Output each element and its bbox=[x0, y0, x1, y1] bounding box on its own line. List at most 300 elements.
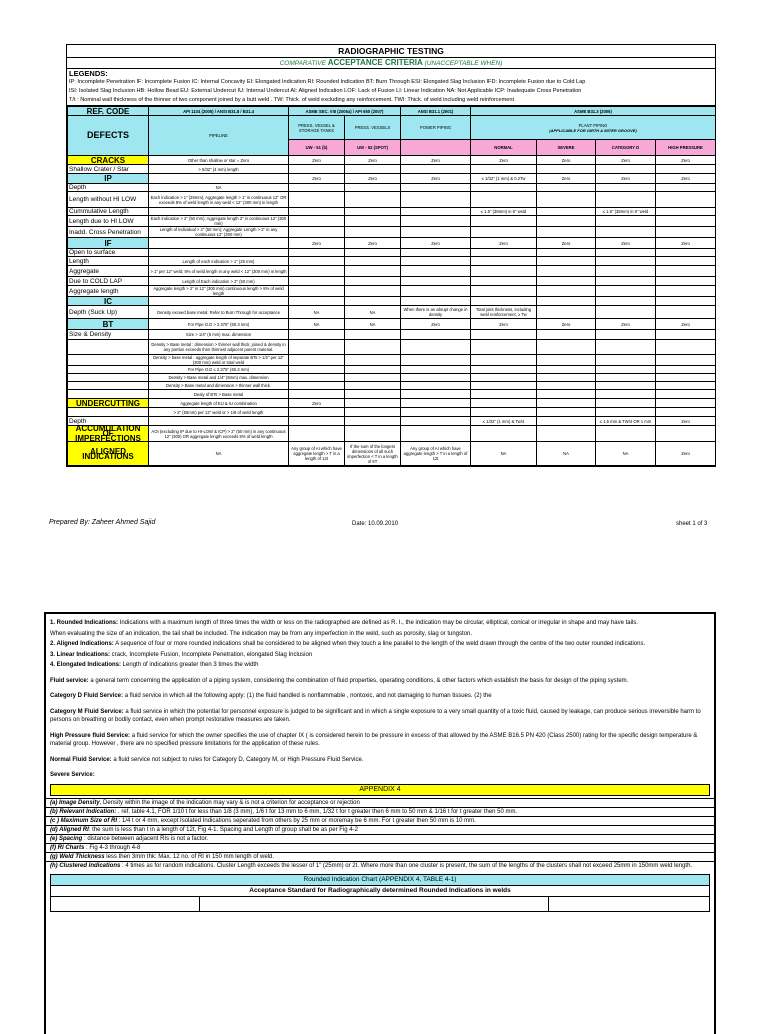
criteria-cell: Any group of AI which have aggregate length > T in a length of 12t bbox=[289, 442, 345, 466]
criteria-cell bbox=[345, 277, 401, 286]
criteria-cell bbox=[471, 297, 537, 306]
chart-cell bbox=[51, 897, 200, 911]
criteria-cell bbox=[289, 355, 345, 366]
criteria-cell bbox=[471, 286, 537, 297]
appendix-text: : Fig 4-3 through 4-8 bbox=[84, 844, 141, 851]
criteria-cell bbox=[596, 382, 656, 390]
code-asme8: ASME SEC. VIII (2006a) / API 650 (2007) bbox=[289, 107, 401, 116]
defects-header: DEFECTS bbox=[68, 116, 149, 156]
criteria-cell bbox=[401, 165, 471, 174]
definition-paragraph bbox=[46, 629, 714, 640]
defect-label: Cummulative Length bbox=[68, 208, 149, 216]
pipeline-header: PIPELINE bbox=[149, 116, 289, 156]
criteria-cell bbox=[345, 330, 401, 340]
criteria-cell bbox=[537, 408, 596, 417]
defect-label: Open to surface bbox=[68, 249, 149, 257]
criteria-cell bbox=[656, 426, 716, 442]
criteria-cell bbox=[596, 366, 656, 374]
criteria-cell: Zero bbox=[656, 417, 716, 426]
criteria-cell bbox=[149, 238, 289, 249]
plant-piping-label: PLANT PIPING bbox=[578, 122, 608, 128]
criteria-cell bbox=[401, 257, 471, 266]
criteria-cell bbox=[537, 266, 596, 277]
criteria-cell bbox=[471, 374, 537, 382]
criteria-cell bbox=[289, 426, 345, 442]
criteria-cell bbox=[537, 192, 596, 208]
criteria-cell bbox=[471, 399, 537, 408]
criteria-cell: NA bbox=[345, 306, 401, 319]
criteria-cell bbox=[596, 390, 656, 399]
criteria-cell bbox=[471, 266, 537, 277]
subtitle-pre: COMPARATIVE bbox=[279, 60, 326, 67]
appendix-line bbox=[46, 798, 714, 807]
criteria-cell: Zero bbox=[537, 156, 596, 165]
criteria-cell bbox=[345, 249, 401, 257]
definition-paragraph bbox=[46, 691, 714, 702]
criteria-cell bbox=[289, 257, 345, 266]
criteria-cell bbox=[596, 286, 656, 297]
criteria-cell bbox=[596, 374, 656, 382]
criteria-cell bbox=[289, 366, 345, 374]
criteria-cell: Zero bbox=[401, 156, 471, 165]
criteria-row bbox=[68, 266, 716, 277]
plant-piping-note: (APPLICABLE FOR GIRTH & MITER GROOVE) bbox=[549, 127, 637, 133]
criteria-row bbox=[68, 184, 716, 192]
criteria-cell: > 2" (50mm) per 12" weld or > 1/6 of weld length bbox=[149, 408, 289, 417]
criteria-cell bbox=[289, 382, 345, 390]
defect-label bbox=[68, 382, 149, 390]
criteria-cell bbox=[401, 366, 471, 374]
criteria-cell: Dealy of BTs > Base metal bbox=[149, 390, 289, 399]
definition-text: a fluid service in which the potential for personnel exposure is judged to be significant and in which a single exposure to a very small quantity of a toxic fluid, caused by leakage, can produce serious irreversible harm to persons on breathing or bodily contact, even when prompt restorative measures are taken. bbox=[50, 708, 701, 723]
criteria-cell bbox=[596, 277, 656, 286]
criteria-cell bbox=[537, 286, 596, 297]
appendix-text: . ref. table 4.1, FOR 1/10 t for less than 1/8 (3 mm), 1/6 t for 13 mm to 6 mm, 1/32 t for t greater then 6 mm to 50 mm & 1/16 t for t greater then 50 mm. bbox=[116, 808, 518, 815]
appendix-line bbox=[46, 816, 714, 825]
criteria-row bbox=[68, 399, 716, 408]
criteria-cell: Length of each indication > 1" (25 mm) bbox=[149, 257, 289, 266]
criteria-cell bbox=[537, 366, 596, 374]
criteria-cell: Zero bbox=[656, 442, 716, 466]
criteria-cell bbox=[471, 330, 537, 340]
criteria-cell: NA bbox=[537, 442, 596, 466]
criteria-cell: Density > base metal : aggregate length of separate BTs > 1/2" per 12" (300 mm) weld or total weld bbox=[149, 355, 289, 366]
criteria-cell bbox=[401, 184, 471, 192]
appendix-line bbox=[46, 843, 714, 852]
criteria-cell: Zero bbox=[656, 174, 716, 184]
criteria-cell bbox=[401, 382, 471, 390]
criteria-cell bbox=[345, 227, 401, 238]
criteria-cell bbox=[149, 297, 289, 306]
criteria-cell: Zero bbox=[289, 174, 345, 184]
criteria-cell bbox=[289, 374, 345, 382]
definition-text: Indications with a maximum length of three times the width or less on the radiographed are defined as R. I., the indication may be circular, elliptical, conical or irregular in shape and may have tails. bbox=[118, 620, 638, 626]
criteria-cell bbox=[401, 227, 471, 238]
plant-piping-header bbox=[471, 116, 716, 140]
criteria-cell bbox=[149, 417, 289, 426]
criteria-cell bbox=[596, 192, 656, 208]
criteria-cell bbox=[401, 374, 471, 382]
criteria-cell bbox=[471, 277, 537, 286]
power-sub-header bbox=[401, 140, 471, 156]
criteria-cell bbox=[537, 374, 596, 382]
criteria-cell: ≤ 1/32" (1 mm) & 0.2Tw bbox=[471, 174, 537, 184]
criteria-cell: ≤ 1/32" (1 mm) & Tw/4 bbox=[471, 417, 537, 426]
definition-term: Fluid service: bbox=[50, 677, 89, 684]
severe-header: SEVERE bbox=[537, 140, 596, 156]
criteria-cell: Zero bbox=[471, 238, 537, 249]
criteria-cell bbox=[596, 165, 656, 174]
press-vessels-header: PRESS. VESSELS bbox=[345, 116, 401, 140]
definition-term: 1. Rounded Indications: bbox=[50, 620, 119, 626]
criteria-cell: Length of individual > 2" (50 mm); Aggregate Length > 2" in any continuous 12" (300 mm) bbox=[149, 227, 289, 238]
criteria-cell: Density exceed base metal; Refer to Burn Through for acceptance bbox=[149, 306, 289, 319]
criteria-row bbox=[68, 340, 716, 355]
criteria-row bbox=[68, 156, 716, 165]
appendix-text: : distance between adjacent RIs is not a factor. bbox=[82, 835, 209, 842]
criteria-cell: Zero bbox=[656, 156, 716, 165]
criteria-cell bbox=[401, 408, 471, 417]
criteria-cell bbox=[656, 286, 716, 297]
criteria-cell: Zero bbox=[401, 238, 471, 249]
criteria-cell bbox=[345, 399, 401, 408]
defect-label: Depth bbox=[68, 184, 149, 192]
legend-line: T/t : Nominal wall thickness of the thinner of two component joined by a butt weld . TW: Thick. of weld excluding any reinforcement. TWI: Thick. of weld including weld reinforcement bbox=[67, 96, 715, 106]
criteria-cell bbox=[537, 184, 596, 192]
criteria-cell bbox=[656, 297, 716, 306]
criteria-cell bbox=[656, 390, 716, 399]
criteria-cell bbox=[596, 330, 656, 340]
criteria-cell bbox=[537, 306, 596, 319]
criteria-row bbox=[68, 382, 716, 390]
definition-term: High Pressure fluid Service: bbox=[50, 732, 131, 739]
criteria-cell bbox=[401, 277, 471, 286]
definition-text: Length of indications greater then 3 times the width bbox=[121, 662, 259, 668]
appendix-line bbox=[46, 807, 714, 816]
criteria-cell bbox=[345, 366, 401, 374]
criteria-cell bbox=[596, 257, 656, 266]
criteria-cell bbox=[537, 399, 596, 408]
criteria-cell bbox=[596, 340, 656, 355]
criteria-cell: For Pipe O.D ≤ 2.375" (60.3 mm) bbox=[149, 366, 289, 374]
defect-label: IC bbox=[68, 297, 149, 306]
criteria-cell: Zero bbox=[656, 319, 716, 330]
criteria-row bbox=[68, 408, 716, 417]
criteria-cell bbox=[401, 286, 471, 297]
appendix-term: (b) Relevant Indication: bbox=[50, 808, 117, 815]
criteria-cell: If the sum of the longest dimensions of all such imperfection < T in a length of 6T bbox=[345, 442, 401, 466]
criteria-cell bbox=[289, 266, 345, 277]
criteria-cell: Zero bbox=[537, 319, 596, 330]
criteria-cell bbox=[149, 249, 289, 257]
criteria-cell bbox=[537, 355, 596, 366]
criteria-cell bbox=[596, 306, 656, 319]
criteria-cell: Zero bbox=[471, 319, 537, 330]
appendix-term: (h) Clustered Indications bbox=[50, 862, 121, 869]
criteria-cell bbox=[471, 408, 537, 417]
criteria-row bbox=[68, 366, 716, 374]
criteria-cell: Length of Each indication > 2" (50 mm) bbox=[149, 277, 289, 286]
defect-label: Depth bbox=[68, 417, 149, 426]
criteria-cell: Zero bbox=[345, 238, 401, 249]
definitions-sheet bbox=[44, 612, 716, 1034]
criteria-cell bbox=[471, 382, 537, 390]
criteria-cell bbox=[656, 382, 716, 390]
chart-cell bbox=[200, 897, 549, 911]
criteria-cell bbox=[537, 340, 596, 355]
defect-label: ALIGNED INDICATIONS bbox=[68, 442, 149, 466]
criteria-row bbox=[68, 417, 716, 426]
criteria-cell bbox=[401, 208, 471, 216]
criteria-row bbox=[68, 390, 716, 399]
criteria-row bbox=[68, 330, 716, 340]
sheet-title: RADIOGRAPHIC TESTING bbox=[67, 45, 715, 58]
criteria-cell: When there is an abrupt change in density bbox=[401, 306, 471, 319]
appendix-text: : the sum is less than t in a length of 12t, Fig 4-1. Spacing and Length of group shall be as per Fig 4-2 bbox=[88, 826, 358, 833]
defect-label bbox=[68, 408, 149, 417]
criteria-cell bbox=[289, 216, 345, 227]
criteria-cell: Density > Base metal and 1/4" (6mm) max. dimension bbox=[149, 374, 289, 382]
criteria-cell bbox=[596, 408, 656, 417]
criteria-cell: Zero bbox=[596, 238, 656, 249]
criteria-cell bbox=[656, 408, 716, 417]
criteria-cell bbox=[345, 297, 401, 306]
criteria-cell bbox=[596, 184, 656, 192]
defect-label: Size & Density bbox=[68, 330, 149, 340]
criteria-cell bbox=[656, 266, 716, 277]
criteria-cell: Other than shallow or star = Zero bbox=[149, 156, 289, 165]
criteria-cell: NA bbox=[471, 442, 537, 466]
criteria-cell bbox=[289, 165, 345, 174]
criteria-cell: NA bbox=[289, 306, 345, 319]
criteria-cell bbox=[471, 192, 537, 208]
definition-paragraph bbox=[46, 676, 714, 687]
criteria-cell bbox=[401, 216, 471, 227]
criteria-row bbox=[68, 238, 716, 249]
appendix-term: (e) Spacing bbox=[50, 835, 83, 842]
criteria-cell bbox=[289, 408, 345, 417]
criteria-cell bbox=[656, 277, 716, 286]
criteria-cell bbox=[345, 257, 401, 266]
appendix-text: : 1/4 t or 4 mm, except Isolated Indications seperated from others by 25 mm or moremay be 6 mm. For t greater then 50 mm is 10 mm. bbox=[117, 817, 476, 824]
criteria-row bbox=[68, 165, 716, 174]
defect-label: IP bbox=[68, 174, 149, 184]
criteria-row bbox=[68, 249, 716, 257]
normal-header: NORMAL bbox=[471, 140, 537, 156]
criteria-cell bbox=[149, 208, 289, 216]
defect-label: Length without HI LOW bbox=[68, 192, 149, 208]
criteria-cell bbox=[656, 208, 716, 216]
appendix-line bbox=[46, 852, 714, 861]
appendix-term: (d) Aligned RI bbox=[50, 826, 89, 833]
criteria-cell bbox=[596, 399, 656, 408]
prepared-by: Prepared By: Zaheer Ahmed Sajid bbox=[49, 519, 156, 526]
definition-text: crack, Incomplete Fusion, Incomplete Penetration, elongated Slag Inclusion bbox=[110, 651, 313, 658]
defect-label bbox=[68, 390, 149, 399]
definition-term: Category M Fluid Service: bbox=[50, 708, 124, 715]
criteria-cell bbox=[401, 340, 471, 355]
criteria-cell: ≤ 1.5" (38mm) in 6" weld bbox=[596, 208, 656, 216]
definition-paragraph bbox=[46, 707, 714, 726]
criteria-cell: NA bbox=[289, 319, 345, 330]
criteria-cell bbox=[656, 366, 716, 374]
criteria-cell bbox=[656, 165, 716, 174]
criteria-cell bbox=[345, 286, 401, 297]
criteria-cell bbox=[289, 417, 345, 426]
defect-label: Depth (Suck Up) bbox=[68, 306, 149, 319]
criteria-cell bbox=[401, 355, 471, 366]
criteria-cell bbox=[537, 257, 596, 266]
criteria-row bbox=[68, 374, 716, 382]
criteria-cell: Zero bbox=[289, 238, 345, 249]
criteria-cell bbox=[289, 340, 345, 355]
criteria-cell: NA bbox=[345, 319, 401, 330]
criteria-cell bbox=[537, 382, 596, 390]
criteria-cell bbox=[656, 374, 716, 382]
definition-term: Category D Fluid Service: bbox=[50, 693, 124, 699]
definition-paragraph bbox=[46, 650, 714, 661]
appendix-4-title: APPENDIX 4 bbox=[50, 784, 710, 796]
criteria-row bbox=[68, 208, 716, 216]
criteria-row bbox=[68, 426, 716, 442]
criteria-cell bbox=[345, 390, 401, 399]
criteria-cell bbox=[289, 297, 345, 306]
criteria-cell bbox=[289, 227, 345, 238]
criteria-row bbox=[68, 319, 716, 330]
criteria-cell bbox=[345, 266, 401, 277]
criteria-cell bbox=[596, 249, 656, 257]
criteria-cell bbox=[345, 374, 401, 382]
legend-line: ISI: Isolated Slag Inclusion HB: Hollow Bead EU: External Undercut IU: Internal Undercut AI: Aligned Indication LOF: Lack of Fusion LI: Linear Indication NA: Not Applicable ICP: Inadequate Cross Penetration bbox=[69, 88, 582, 94]
criteria-cell bbox=[596, 266, 656, 277]
criteria-cell: NA bbox=[149, 442, 289, 466]
definition-paragraph bbox=[46, 618, 714, 629]
criteria-cell bbox=[471, 355, 537, 366]
legends-label: LEGENDS: bbox=[69, 69, 108, 78]
appendix-line bbox=[46, 825, 714, 834]
criteria-cell bbox=[401, 266, 471, 277]
criteria-cell bbox=[537, 216, 596, 227]
criteria-cell bbox=[345, 192, 401, 208]
criteria-cell bbox=[537, 249, 596, 257]
criteria-cell bbox=[596, 227, 656, 238]
criteria-cell bbox=[471, 257, 537, 266]
criteria-cell bbox=[401, 249, 471, 257]
defect-label: Aggregate length bbox=[68, 286, 149, 297]
high-pressure-header: HIGH PRESSURE bbox=[656, 140, 716, 156]
defect-label bbox=[68, 355, 149, 366]
criteria-cell bbox=[656, 399, 716, 408]
criteria-cell: Zero bbox=[596, 156, 656, 165]
appendix-line bbox=[46, 861, 714, 870]
definition-term: 4. Elongated Indications: bbox=[50, 662, 122, 668]
defect-label: Due to COLD LAP bbox=[68, 277, 149, 286]
definition-text: a fluid service in which all the following apply: (1) the fluid handled is nonflammable , nontoxic, and not damaging to human tissues. (2) the bbox=[123, 693, 492, 699]
rounded-indication-chart-title: Rounded Indication Chart (APPENDIX 4, TABLE 4-1) bbox=[50, 874, 710, 886]
criteria-cell bbox=[345, 208, 401, 216]
criteria-cell bbox=[289, 390, 345, 399]
criteria-cell bbox=[537, 390, 596, 399]
criteria-row bbox=[68, 227, 716, 238]
criteria-cell bbox=[537, 208, 596, 216]
power-piping-header: POWER PIPING bbox=[401, 116, 471, 140]
criteria-cell bbox=[345, 355, 401, 366]
criteria-cell: Each indication > 1" (25mm); Aggregate length > 1" in continuous 12" OR exceeds 8% of weld length in any weld < 12" (300 mm) in length bbox=[149, 192, 289, 208]
definition-term: Severe Service: bbox=[50, 772, 95, 778]
criteria-row bbox=[68, 306, 716, 319]
defect-label: ACCUMULATION OF IMPERFECTIONS bbox=[68, 426, 149, 442]
criteria-cell: Density > Base metal : dimension > thinner wall thick; joined & density in any portion exceeds then thinnest adjacent parent material. bbox=[149, 340, 289, 355]
uw52-header: UW - 52 (SPOT) bbox=[345, 140, 401, 156]
criteria-row bbox=[68, 257, 716, 266]
criteria-cell: Zero bbox=[596, 319, 656, 330]
criteria-cell: Zero bbox=[537, 238, 596, 249]
criteria-cell bbox=[289, 192, 345, 208]
uw51-header: UW - 51 (b) bbox=[289, 140, 345, 156]
sheet-date: Date: 10.09.2010 bbox=[352, 521, 399, 527]
definition-term: 2. Aligned Indications: bbox=[50, 641, 114, 647]
defect-label: CRACKS bbox=[68, 156, 149, 165]
criteria-row bbox=[68, 216, 716, 227]
criteria-cell: Zero bbox=[471, 156, 537, 165]
criteria-cell bbox=[289, 277, 345, 286]
definition-term: Normal Fluid Service: bbox=[50, 756, 112, 763]
criteria-cell bbox=[345, 408, 401, 417]
criteria-cell: NA bbox=[596, 442, 656, 466]
criteria-cell bbox=[596, 355, 656, 366]
criteria-row bbox=[68, 192, 716, 208]
appendix-term: (a) Image Density bbox=[50, 799, 100, 806]
criteria-cell bbox=[471, 184, 537, 192]
definition-text: a general term concerning the application of a piping system, considering the combination of fluid properties, operating conditions, & other factors which establish the basis for design of the piping system. bbox=[88, 677, 629, 684]
criteria-cell bbox=[401, 330, 471, 340]
criteria-cell bbox=[401, 297, 471, 306]
criteria-cell: Zero bbox=[537, 174, 596, 184]
definition-paragraph bbox=[46, 755, 714, 766]
criteria-cell bbox=[401, 390, 471, 399]
criteria-cell bbox=[345, 382, 401, 390]
criteria-cell bbox=[471, 216, 537, 227]
appendix-term: (g) Weld Thickness bbox=[50, 853, 105, 860]
criteria-cell bbox=[596, 297, 656, 306]
defect-label: Shallow Crater / Star bbox=[68, 165, 149, 174]
definition-term: 3. Linear Indications: bbox=[50, 651, 111, 658]
criteria-cell bbox=[345, 216, 401, 227]
criteria-cell: Total joint thickness, including weld reinforcement, ≥ Tw bbox=[471, 306, 537, 319]
criteria-cell: > 5/32" (4 mm) length bbox=[149, 165, 289, 174]
criteria-cell: > 1" per 12" weld; 8% of weld length in any weld < 12" (300 mm) in length bbox=[149, 266, 289, 277]
definition-text: a fluid service not subject to rules for Category D, Category M, or High Pressure Fluid Service. bbox=[111, 756, 364, 763]
criteria-cell bbox=[149, 174, 289, 184]
criteria-cell bbox=[345, 426, 401, 442]
definition-paragraph bbox=[46, 770, 714, 781]
criteria-cell: Zero bbox=[289, 399, 345, 408]
criteria-row bbox=[68, 277, 716, 286]
code-api: API 1104 (2005) / ANSI B31.8 / B31.4 bbox=[149, 107, 289, 116]
definition-text: When evaluating the size of an indication, the tail shall be included. The indication may be from any imperfection in the weld, such as porosity, slag or tungston. bbox=[50, 630, 473, 637]
criteria-cell: Zero bbox=[289, 156, 345, 165]
appendix-text: : 4 times as for random indications. Cluster Length exceeds the lesser of 1" (25mm) or 2t. Where more than one cluster is present, the sum of the lengths of the clusters shall not exceed 25mm in 150mm weld length. bbox=[120, 862, 693, 869]
subtitle-main: ACCEPTANCE CRITERIA bbox=[327, 58, 423, 67]
criteria-cell bbox=[656, 216, 716, 227]
criteria-cell bbox=[537, 165, 596, 174]
criteria-cell bbox=[596, 426, 656, 442]
criteria-cell bbox=[471, 165, 537, 174]
defect-label: Length due to HI LOW bbox=[68, 216, 149, 227]
defect-label: UNDERCUTTING bbox=[68, 399, 149, 408]
criteria-cell: NA bbox=[149, 184, 289, 192]
criteria-cell: Zero bbox=[401, 174, 471, 184]
